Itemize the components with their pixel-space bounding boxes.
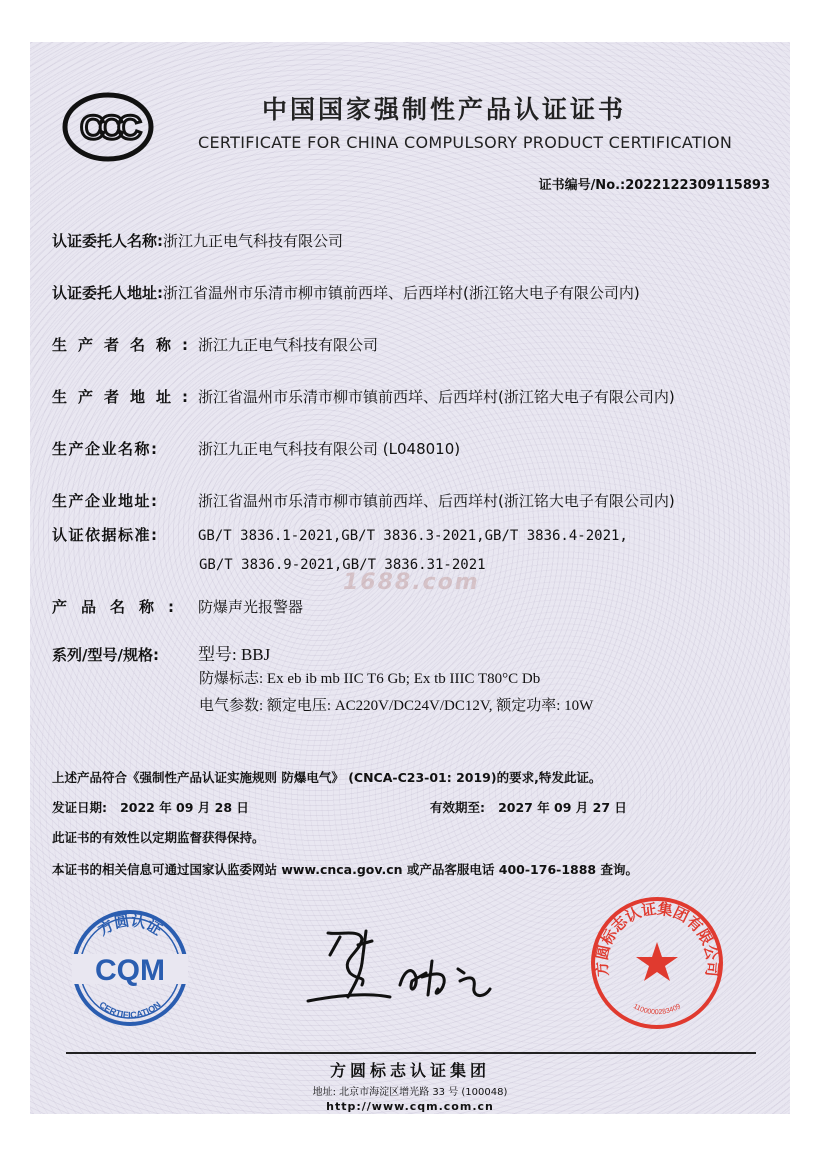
footer-organization: 方圆标志认证集团 bbox=[329, 1061, 490, 1080]
title-chinese: 中国国家强制性产品认证证书 bbox=[262, 95, 627, 124]
certificate-number: 证书编号/No.:2022122309115893 bbox=[538, 178, 770, 193]
manufacturer-name-label: 生产者名称: bbox=[52, 336, 199, 354]
product-row bbox=[52, 596, 303, 617]
cqm-logo-top-text: 方圆认证 bbox=[94, 911, 166, 940]
product-label: 产品名称: bbox=[52, 598, 188, 616]
model-line-3: 电气参数: 额定电压: AC220V/DC24V/DC12V, 额定功率: 10W bbox=[199, 698, 594, 714]
applicant-address: 浙江省温州市乐清市柳市镇前西垟、后西垟村(浙江铭大电子有限公司内) bbox=[163, 284, 640, 302]
footer-url: http://www.cqm.com.cn bbox=[326, 1100, 494, 1113]
model-row bbox=[52, 640, 270, 665]
applicant-name-label: 认证委托人名称: bbox=[52, 232, 163, 250]
seal-number: 1100000283409 bbox=[632, 1003, 682, 1017]
seal-text: 方圆标志认证集团有限公司 bbox=[592, 899, 722, 978]
factory-name-label: 生产企业名称: bbox=[52, 440, 159, 458]
title-english: CERTIFICATE FOR CHINA COMPULSORY PRODUCT CERTIFICATION bbox=[198, 133, 733, 152]
model-line-1: 型号: BBJ bbox=[198, 645, 271, 664]
applicant-address-row bbox=[52, 282, 640, 303]
applicant-address-label: 认证委托人地址: bbox=[52, 284, 163, 302]
cqm-logo-main: CQM bbox=[95, 954, 165, 987]
standards-line-1: GB/T 3836.1-2021,GB/T 3836.3-2021,GB/T 3836.4-2021, bbox=[198, 528, 628, 544]
cqm-logo bbox=[66, 906, 194, 1026]
valid-date: 2027 年 09 月 27 日 bbox=[498, 800, 627, 815]
issue-date-row bbox=[52, 798, 249, 816]
standards-row bbox=[52, 524, 628, 545]
svg-text:1100000283409 bbox=[632, 1003, 682, 1016]
factory-name: 浙江九正电气科技有限公司 (L048010) bbox=[198, 440, 461, 458]
ccc-logo bbox=[62, 92, 154, 162]
issue-date: 2022 年 09 月 28 日 bbox=[120, 800, 249, 815]
compliance-statement: 上述产品符合《强制性产品认证实施规则 防爆电气》 (CNCA-C23-01: 2019)的要求,特发此证。 bbox=[52, 770, 602, 785]
ccc-logo-text: CCC bbox=[80, 109, 136, 147]
manufacturer-address-label: 生产者地址: bbox=[52, 388, 199, 406]
factory-address-row bbox=[52, 490, 675, 511]
applicant-name: 浙江九正电气科技有限公司 bbox=[163, 232, 344, 250]
info-statement: 本证书的相关信息可通过国家认监委网站 www.cnca.gov.cn 或产品客服电话 400-176-1888 查询。 bbox=[52, 862, 638, 877]
factory-address: 浙江省温州市乐清市柳市镇前西垟、后西垟村(浙江铭大电子有限公司内) bbox=[198, 492, 675, 510]
product-name: 防爆声光报警器 bbox=[198, 598, 304, 616]
valid-date-label: 有效期至: bbox=[430, 800, 485, 815]
applicant-name-row bbox=[52, 230, 343, 251]
watermark: 1688.com bbox=[343, 570, 480, 595]
validity-statement: 此证书的有效性以定期监督获得保持。 bbox=[52, 830, 265, 845]
manufacturer-name: 浙江九正电气科技有限公司 bbox=[198, 336, 379, 354]
manufacturer-name-row bbox=[52, 334, 378, 355]
company-seal bbox=[588, 894, 726, 1032]
standards-label: 认证依据标准: bbox=[52, 526, 159, 544]
model-label: 系列/型号/规格: bbox=[52, 646, 159, 664]
cqm-logo-bottom-text: CERTIFICATION bbox=[97, 999, 163, 1021]
footer-rule bbox=[66, 1052, 756, 1054]
standards-line-2: GB/T 3836.9-2021,GB/T 3836.31-2021 bbox=[199, 557, 486, 573]
manufacturer-address: 浙江省温州市乐清市柳市镇前西垟、后西垟村(浙江铭大电子有限公司内) bbox=[198, 388, 675, 406]
factory-address-label: 生产企业地址: bbox=[52, 492, 159, 510]
footer-address: 地址: 北京市海淀区增光路 33 号 (100048) bbox=[312, 1087, 508, 1098]
issue-date-label: 发证日期: bbox=[52, 800, 107, 815]
model-line-2: 防爆标志: Ex eb ib mb IIC T6 Gb; Ex tb IIIC T80°C Db bbox=[199, 671, 541, 687]
signature bbox=[300, 915, 520, 1015]
valid-date-row bbox=[430, 798, 627, 816]
factory-name-row bbox=[52, 438, 460, 459]
manufacturer-address-row bbox=[52, 386, 675, 407]
